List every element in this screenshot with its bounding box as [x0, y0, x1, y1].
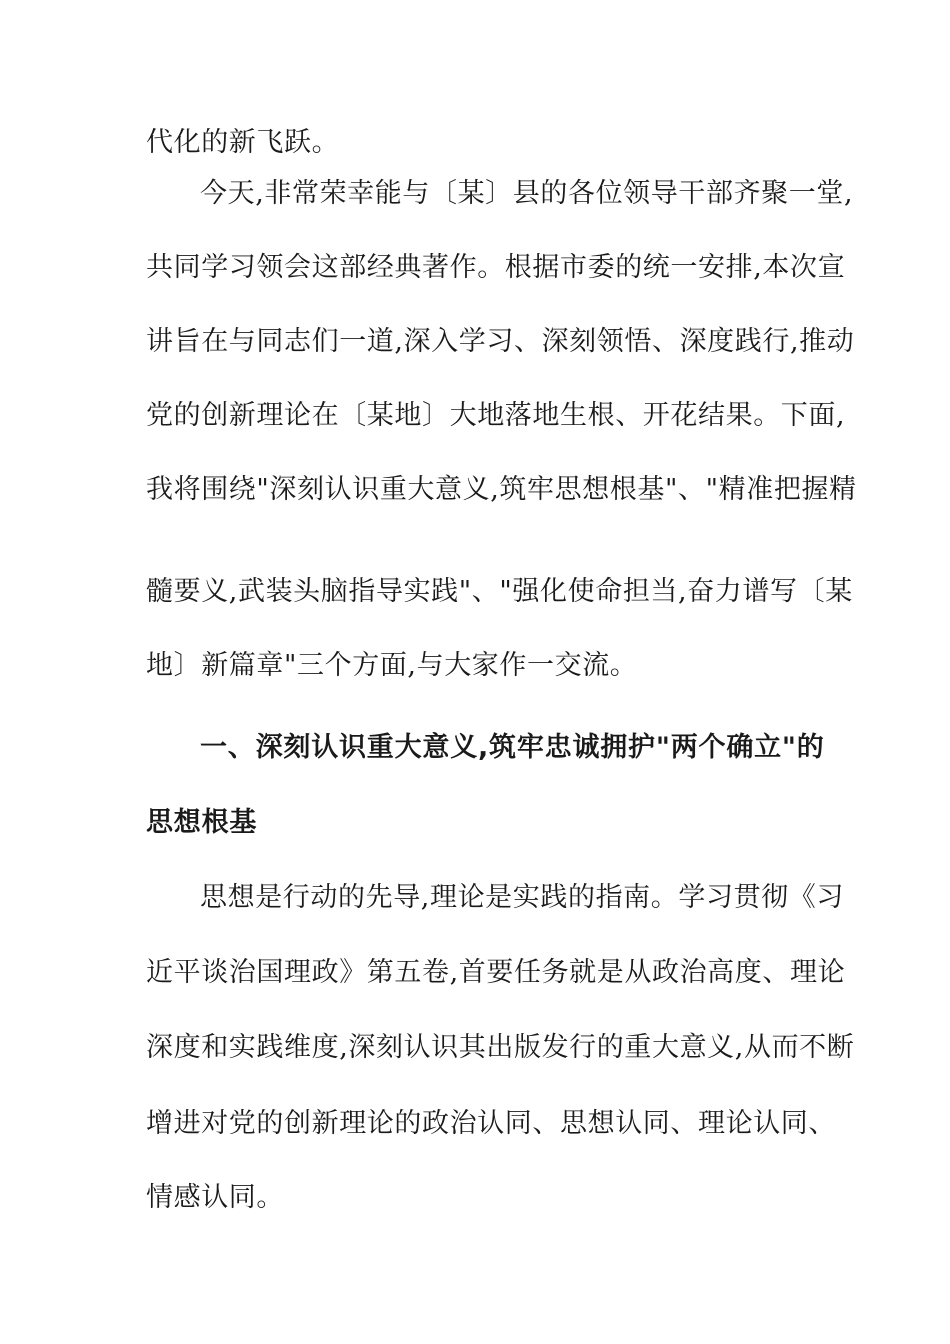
paragraph-line: 共同学习领会这部经典著作。根据市委的统一安排,本次宣: [146, 252, 846, 283]
section-heading-line-2: 思想根基: [146, 807, 258, 838]
paragraph-line: 髓要义,武装头脑指导实践"、"强化使命担当,奋力谱写〔某: [146, 576, 853, 607]
paragraph-line: 地〕新篇章"三个方面,与大家作一交流。: [146, 650, 638, 681]
paragraph-line: 代化的新飞跃。: [146, 127, 340, 158]
paragraph-line: 情感认同。: [146, 1182, 284, 1213]
section-heading-line-1: 一、深刻认识重大意义,筑牢忠诚拥护"两个确立"的: [200, 732, 825, 763]
paragraph-line: 我将围绕"深刻认识重大意义,筑牢思想根基"、"精准把握精: [146, 474, 857, 505]
paragraph-line: 深度和实践维度,深刻认识其出版发行的重大意义,从而不断: [146, 1032, 855, 1063]
paragraph-line: 增进对党的创新理论的政治认同、思想认同、理论认同、: [146, 1108, 836, 1139]
paragraph-line: 近平谈治国理政》第五卷,首要任务就是从政治高度、理论: [146, 957, 846, 988]
paragraph-line: 讲旨在与同志们一道,深入学习、深刻领悟、深度践行,推动: [146, 326, 855, 357]
paragraph-line: 党的创新理论在〔某地〕大地落地生根、开花结果。下面,: [146, 400, 846, 431]
paragraph-line: 今天,非常荣幸能与〔某〕县的各位领导干部齐聚一堂,: [200, 178, 854, 209]
paragraph-line: 思想是行动的先导,理论是实践的指南。学习贯彻《习: [200, 882, 844, 913]
